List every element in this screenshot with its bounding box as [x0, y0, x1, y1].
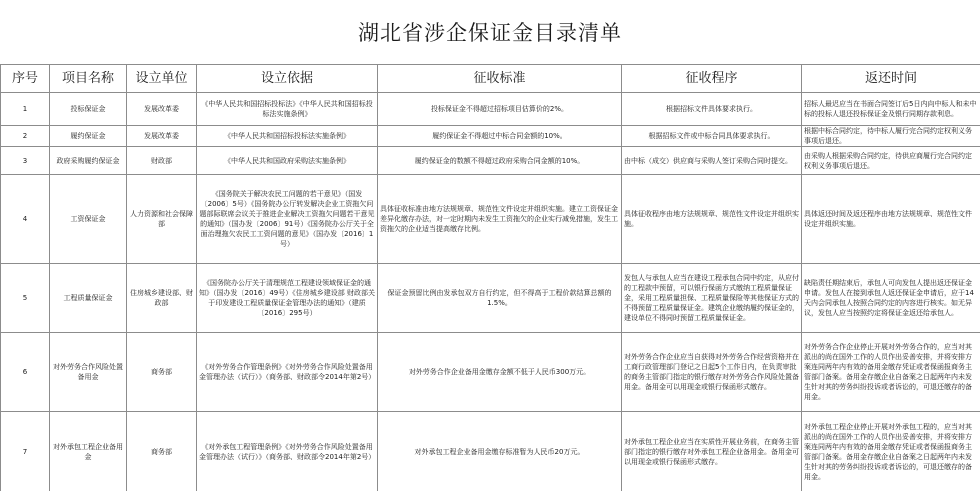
cell-procedure: 根据招标文件具体要求执行。	[622, 93, 802, 126]
cell-name: 政府采购履约保证金	[50, 147, 127, 175]
cell-no: 4	[1, 175, 50, 264]
cell-unit: 财政部	[127, 147, 197, 175]
cell-basis: 《中华人民共和国政府采购法实施条例》	[197, 147, 378, 175]
cell-standard: 履约保证金不得超过中标合同金额的10%。	[378, 126, 622, 147]
cell-procedure: 由中标（成交）供应商与采购人签订采购合同时提交。	[622, 147, 802, 175]
cell-basis: 《国务院关于解决农民工问题的若干意见》（国发〔2006〕5号）《国务院办公厅转发解决企业工资拖欠问题部际联席会议关于推进企业解决工资拖欠问题若干意见的通知》（国办发〔2006〕91号）《国务院办公厅关于全面治理拖欠农民工工资问题的意见》（国办发〔2016〕1号）	[197, 175, 378, 264]
cell-name: 工资保证金	[50, 175, 127, 264]
cell-refund: 根据中标合同约定，待中标人履行完合同约定权利义务事项后退还。	[802, 126, 980, 147]
cell-no: 3	[1, 147, 50, 175]
cell-refund: 具体返还时间及返还程序由地方法规规章、规范性文件设定并组织实施。	[802, 175, 980, 264]
cell-unit: 商务部	[127, 412, 197, 491]
cell-procedure: 对外劳务合作企业应当自获得对外劳务合作经营资格并在工商行政管理部门登记之日起5个工作日内，在负责审批的商务主管部门指定的银行缴存对外劳务合作风险处置备用金。备用金可以用现金或银行保函形式缴存。	[622, 333, 802, 412]
cell-standard: 履约保证金的数额不得超过政府采购合同金额的10%。	[378, 147, 622, 175]
cell-name: 工程质量保证金	[50, 264, 127, 333]
cell-unit: 发展改革委	[127, 126, 197, 147]
cell-unit: 发展改革委	[127, 93, 197, 126]
cell-basis: 《中华人民共和国招标投标法实施条例》	[197, 126, 378, 147]
page-title: 湖北省涉企保证金目录清单	[358, 21, 622, 45]
guarantee-catalog-table	[0, 64, 980, 491]
cell-standard: 对外承包工程企业备用金缴存标准暂为人民币20万元。	[378, 412, 622, 491]
table-header-row	[1, 65, 980, 93]
cell-unit: 商务部	[127, 333, 197, 412]
cell-name: 投标保证金	[50, 93, 127, 126]
cell-basis: 《国务院办公厅关于清理规范工程建设领域保证金的通知》（国办发〔2016〕49号）《住房城乡建设部 财政部关于印发建设工程质量保证金管理办法的通知》（建质〔2016〕295号）	[197, 264, 378, 333]
cell-procedure: 具体征收程序由地方法规规章、规范性文件设定并组织实施。	[622, 175, 802, 264]
cell-basis: 《对外劳务合作管理条例》《对外劳务合作风险处置备用金管理办法（试行）》（商务部、财政部令2014年第2号）	[197, 333, 378, 412]
cell-procedure: 对外承包工程企业应当在实质性开展业务前，在商务主管部门指定的银行缴存对外承包工程企业备用金。备用金可以用现金或银行保函形式缴存。	[622, 412, 802, 491]
cell-basis: 《对外承包工程管理条例》《对外劳务合作风险处置备用金管理办法（试行）》（商务部、财政部令2014年第2号）	[197, 412, 378, 491]
cell-unit: 人力资源和社会保障部	[127, 175, 197, 264]
cell-standard: 具体征收标准由地方法规规章、规范性文件设定并组织实施。建立工资保证金差异化缴存办法，对一定时期内未发生工资拖欠的企业实行减免措施，发生工资拖欠的企业适当提高缴存比例。	[378, 175, 622, 264]
cell-no: 5	[1, 264, 50, 333]
table-row	[1, 412, 980, 491]
table-row	[1, 126, 980, 147]
cell-name: 对外劳务合作风险处置备用金	[50, 333, 127, 412]
header-no: 序号	[1, 65, 50, 93]
cell-refund: 缺陷责任期结束后，承包人可向发包人提出返还保证金申请。发包人在接到承包人返还保证金申请后，应于14天内会同承包人按照合同约定的内容进行核实。如无异议，发包人应当按照约定将保证金返还给承包人。	[802, 264, 980, 333]
cell-procedure: 发包人与承包人应当在建设工程承包合同中约定，从应付的工程款中预留，可以银行保函方式缴纳工程质量保证金，采用工程质量担保、工程质量保险等其他保证方式的不得预留工程质量保证金。建筑企业缴纳履约保证金的，建设单位不得同时预留工程质量保证金。	[622, 264, 802, 333]
cell-unit: 住房城乡建设部、财政部	[127, 264, 197, 333]
table-row	[1, 333, 980, 412]
header-basis: 设立依据	[197, 65, 378, 93]
cell-no: 7	[1, 412, 50, 491]
cell-refund: 由采购人根据采购合同约定，待供应商履行完合同约定权利义务事项后退还。	[802, 147, 980, 175]
cell-no: 6	[1, 333, 50, 412]
cell-refund: 对外劳务合作企业停止开展对外劳务合作的，应当对其派出的尚在国外工作的人员作出妥善安排，并将安排方案连同两年内有效的备用金缴存凭证或者保函报商务主管部门备案。备用金存缴企业自备案之日起两年内未发生针对其的劳务纠纷投诉或者诉讼的，可退还缴存的备用金。	[802, 333, 980, 412]
cell-no: 2	[1, 126, 50, 147]
cell-refund: 对外承包工程企业停止开展对外承包工程的，应当对其派出的尚在国外工作的人员作出妥善安排，并将安排方案连同两年内有效的备用金缴存凭证或者保函报商务主管部门备案。备用金存缴企业自备案之日起两年内未发生针对其的劳务纠纷投诉或者诉讼的，可退还缴存的备用金。	[802, 412, 980, 491]
header-procedure: 征收程序	[622, 65, 802, 93]
cell-standard: 对外劳务合作企业备用金缴存金额不低于人民币300万元。	[378, 333, 622, 412]
cell-procedure: 根据招标文件或中标合同具体要求执行。	[622, 126, 802, 147]
table-row	[1, 147, 980, 175]
cell-standard: 投标保证金不得超过招标项目估算价的2%。	[378, 93, 622, 126]
cell-standard: 保证金预留比例由发承包双方自行约定，但不得高于工程价款结算总额的1.5%。	[378, 264, 622, 333]
table-row	[1, 264, 980, 333]
header-name: 项目名称	[50, 65, 127, 93]
header-unit: 设立单位	[127, 65, 197, 93]
cell-refund: 招标人最迟应当在书面合同签订后5日内向中标人和未中标的投标人退还投标保证金及银行同期存款利息。	[802, 93, 980, 126]
table-row	[1, 175, 980, 264]
header-standard: 征收标准	[378, 65, 622, 93]
header-refund: 返还时间	[802, 65, 980, 93]
cell-name: 履约保证金	[50, 126, 127, 147]
cell-no: 1	[1, 93, 50, 126]
table-row	[1, 93, 980, 126]
cell-basis: 《中华人民共和国招标投标法》《中华人民共和国招标投标法实施条例》	[197, 93, 378, 126]
cell-name: 对外承包工程企业备用金	[50, 412, 127, 491]
